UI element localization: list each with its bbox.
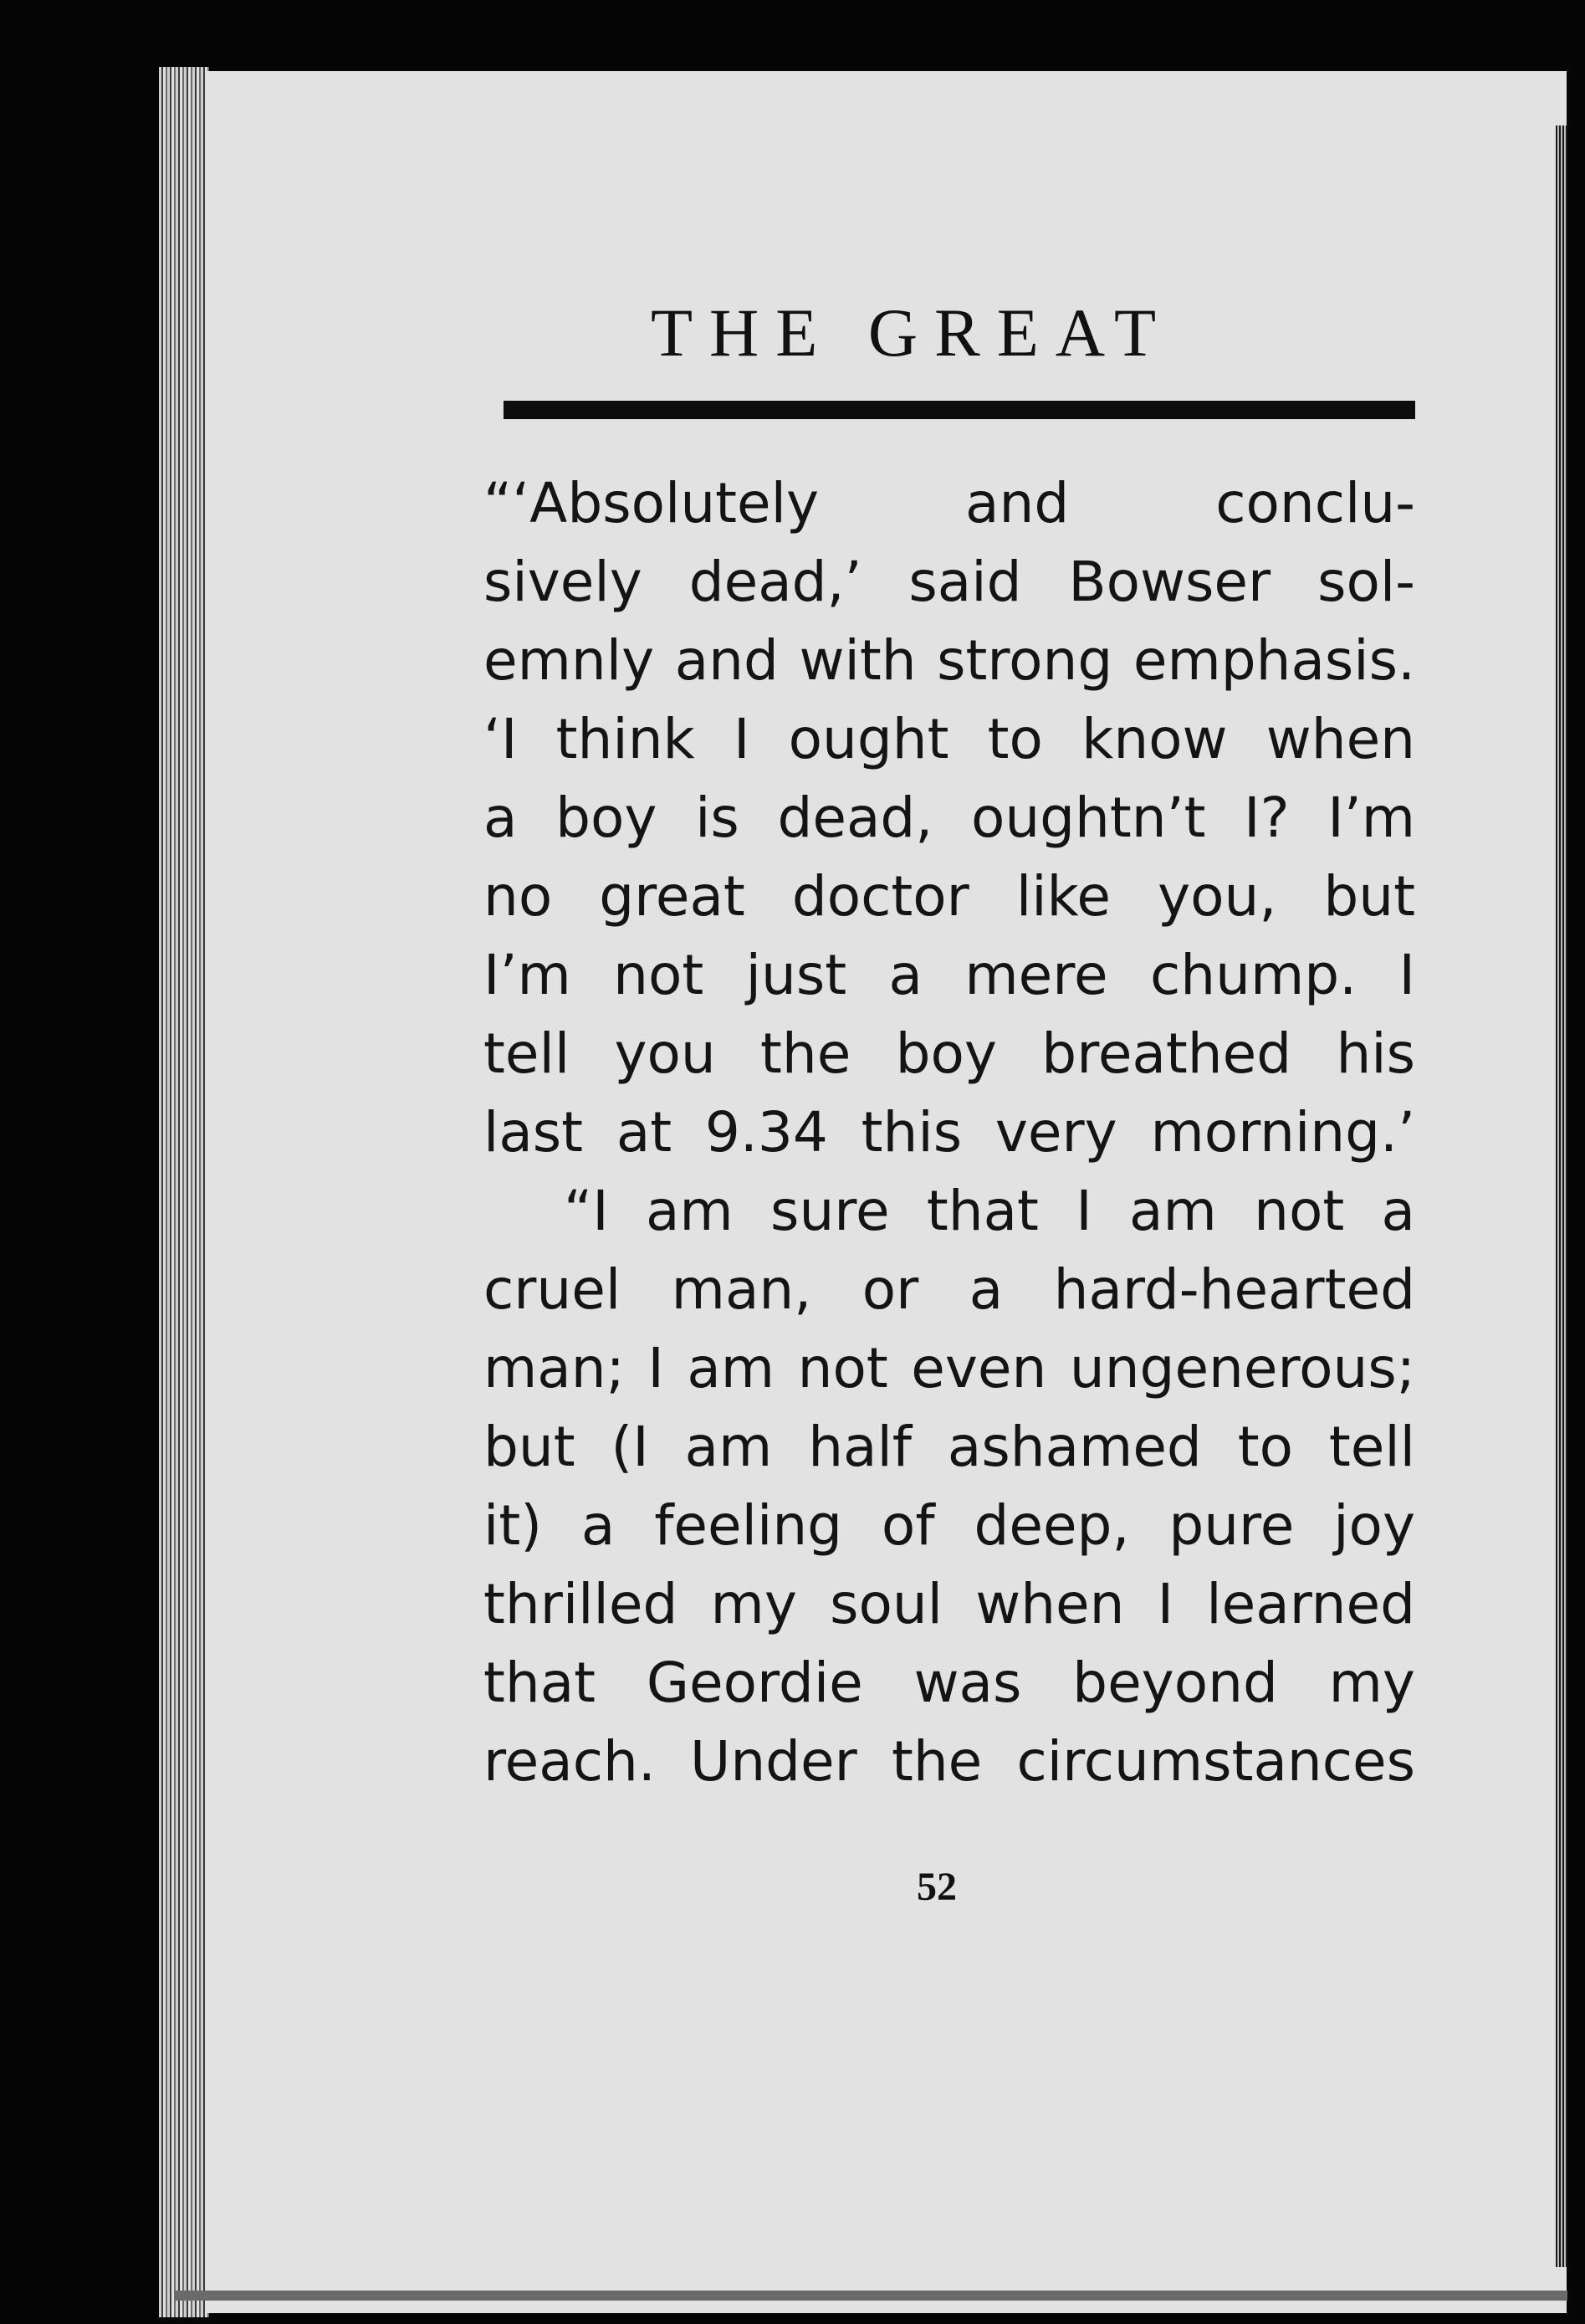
text-line: man; I am not even ungenerous;: [483, 1336, 1415, 1400]
text-line: I’m not just a mere chump. I: [483, 943, 1415, 1007]
text-line: emnly and with strong emphasis.: [483, 628, 1415, 693]
text-line: “‘Absolutely and conclu-: [483, 471, 1415, 535]
text-line: it) a feeling of deep, pure joy: [483, 1493, 1415, 1558]
text-line: last at 9.34 this very morning.’: [483, 1100, 1415, 1165]
text-line: cruel man, or a hard-hearted: [483, 1257, 1415, 1322]
page-bottom-edge: [176, 2291, 1567, 2301]
page-right-edge: [1556, 125, 1567, 2267]
text-line: but (I am half ashamed to tell: [483, 1415, 1415, 1479]
text-line: that Geordie was beyond my: [483, 1651, 1415, 1715]
book-spine-edge: [159, 67, 209, 2317]
text-line: “I am sure that I am not a: [564, 1179, 1415, 1243]
page-number: 52: [917, 1865, 957, 1909]
text-line: thrilled my soul when I learned: [483, 1572, 1415, 1636]
text-line: no great doctor like you, but: [483, 864, 1415, 929]
text-line: sively dead,’ said Bowser sol-: [483, 550, 1415, 614]
text-line: a boy is dead, oughtn’t I? I’m: [483, 786, 1415, 850]
text-line: tell you the boy breathed his: [483, 1021, 1415, 1086]
body-text: [483, 464, 1415, 1801]
running-head: THE GREAT: [650, 294, 1173, 371]
text-line: ‘I think I ought to know when: [483, 707, 1415, 771]
header-rule: [504, 401, 1415, 419]
text-line: reach. Under the circumstances: [483, 1729, 1415, 1794]
